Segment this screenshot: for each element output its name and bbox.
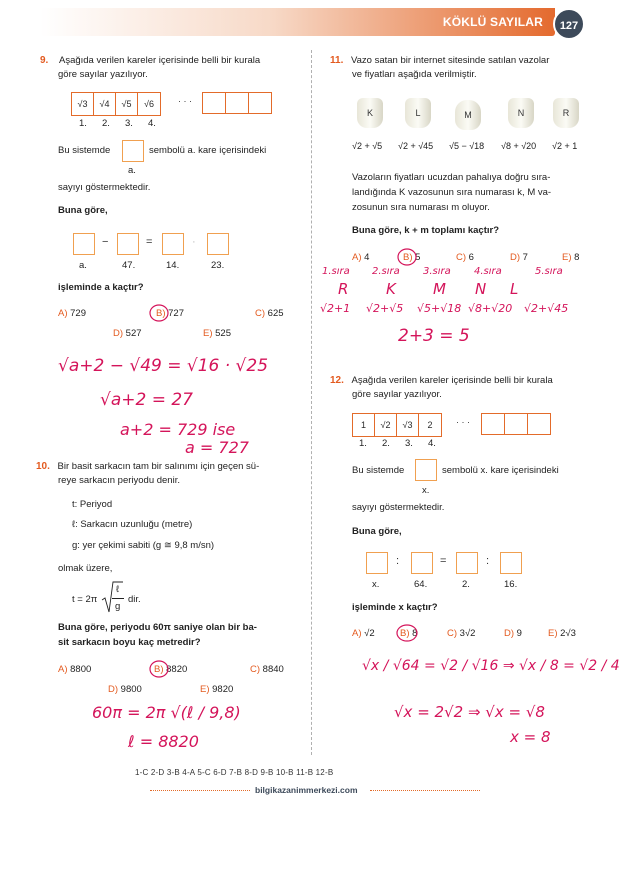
q11-work-order-5: 5.sıra [535,266,563,277]
q9-op-minus: − [102,236,109,248]
option-value: 8 [574,252,580,263]
option-letter: D) [108,684,119,695]
option-value: 9 [516,628,522,639]
q11-option-e[interactable] [562,252,579,263]
q12-eq-box-x [366,552,388,574]
option-value: 4 [364,252,370,263]
q10-def-l: ℓ: Sarkacın uzunluğu (metre) [72,519,193,530]
q12-work-line3: x = 8 [510,728,551,746]
vase-n-image: N [508,98,534,128]
q11-work-letter-4: N [475,280,487,298]
q12-option-a[interactable] [352,628,375,639]
q12-intro-line1 [330,374,553,388]
q9-eq-box-23 [207,233,229,255]
q11-work-order-1: 1.sıra [322,266,350,277]
q9-intro-line2: göre sayılar yazılıyor. [58,69,148,80]
q12-index-4: 4. [428,438,436,449]
option-letter: E) [562,252,572,263]
vase-l-price: √2 + √45 [398,141,434,151]
option-letter: C) [255,308,266,319]
q12-work-line1: √x / √64 = √2 / √16 ⇒ √x / 8 = √2 / 4 [362,658,620,674]
q11-work-val-4: √8+√20 [468,302,513,315]
q10-option-c[interactable] [250,664,284,675]
q9-intro-line1 [40,54,260,68]
q9-option-e[interactable] [203,328,231,339]
q9-eq-label-23: 23. [211,260,225,271]
q12-eq-box-16 [500,552,522,574]
footer-rule-right [370,790,480,791]
q11-work-order-3: 3.sıra [423,266,451,277]
q10-question-line1: Buna göre, periyodu 60π saniye olan bir ba- [58,622,257,633]
q11-paragraph-line3: zosunun sıra numarası m oluyor. [352,202,490,213]
q11-paragraph-line2: landığında K vazosunun sıra numarası k, M va- [352,187,552,198]
option-value: 8 [412,628,418,639]
option-letter: A) [352,252,362,263]
q11-number: 11. [330,55,344,66]
option-value: 8840 [262,664,284,675]
q11-work-order-2: 2.sıra [372,266,400,277]
q9-work-line3: a+2 = 729 ise [120,420,236,439]
q9-index-4: 4. [148,118,156,129]
option-value: 2√3 [560,628,576,639]
page-number-badge: 127 [553,8,585,40]
option-value: 5 [415,252,421,263]
q12-system-text2: sembolü x. kare içerisindeki [442,465,559,476]
option-value: 525 [215,328,231,339]
q9-answer-circle-mark [148,302,170,324]
q12-index-3: 3. [405,438,413,449]
q9-option-c[interactable] [255,308,284,319]
option-value: √2 [364,628,375,639]
option-value: 3√2 [459,628,476,639]
vase-l-image: L [405,98,431,128]
q9-index-3: 3. [125,118,133,129]
q9-empty-cell [225,92,249,114]
option-value: 9820 [212,684,234,695]
q10-answer-circle-mark [148,658,170,680]
q9-empty-cell [248,92,272,114]
q12-symbol-label: x. [422,485,430,496]
q11-work-letter-1: R [338,280,349,298]
q11-intro-text1: Vazo satan bir internet sitesinde satılan vazolar [351,55,550,66]
q12-system-text1: Bu sistemde [352,465,405,476]
q12-sequence-boxes [352,413,442,437]
q12-cell-2: √2 [375,414,397,436]
option-value: 727 [168,308,184,319]
q12-eq-label-x: x. [372,579,380,590]
q9-eq-label-14: 14. [166,260,180,271]
q9-cell-1: √3 [72,93,94,115]
q12-cell-1: 1 [353,414,375,436]
q12-option-c[interactable] [447,628,475,639]
option-value: 6 [468,252,474,263]
q12-cell-3: √3 [397,414,419,436]
q12-intro-text1: Aşağıda verilen kareler içerisinde belli bir kurala [351,375,553,386]
option-letter: A) [58,308,68,319]
q11-work-sum: 2+3 = 5 [398,326,470,346]
q11-question: Buna göre, k + m toplamı kaçtır? [352,225,500,236]
option-letter: C) [456,252,467,263]
q9-work-line2: √a+2 = 27 [100,390,193,410]
q12-op-div2: : [486,555,490,567]
q9-op-equals: = [146,236,153,248]
q12-question: işleminde x kaçtır? [352,602,438,613]
option-letter: B) [400,628,410,639]
q11-work-letter-5: L [510,280,519,298]
q10-formula-prefix: t = 2π [72,594,98,605]
q12-empty-cell [527,413,551,435]
q10-option-d[interactable] [108,684,142,695]
q9-sequence-boxes [71,92,161,116]
q10-option-a[interactable] [58,664,91,675]
page-header [40,8,585,38]
vase-r-image: R [553,98,579,128]
option-value: 729 [70,308,86,319]
q9-system-text1: Bu sistemde [58,145,111,156]
q11-option-d[interactable] [510,252,528,263]
q12-index-2: 2. [382,438,390,449]
q11-paragraph-line1: Vazoların fiyatları ucuzdan pahalıya doğru sıra- [352,172,551,183]
option-letter: B) [156,308,166,319]
q12-eq-box-64 [411,552,433,574]
option-value: 527 [125,328,142,339]
q9-eq-label-47: 47. [122,260,136,271]
option-letter: B) [403,252,413,263]
q9-symbol-box [122,140,144,162]
q9-symbol-label: a. [128,165,136,176]
q9-buna-gore: Buna göre, [58,205,108,216]
vase-m-price: √5 − √18 [449,141,485,151]
q11-work-val-1: √2+1 [320,302,351,315]
q12-eq-label-16: 16. [504,579,518,590]
q11-intro-line1 [330,54,549,68]
q9-number: 9. [40,55,49,66]
q12-op-equals: = [440,555,447,567]
q9-eq-box-14 [162,233,184,255]
q9-cell-2: √4 [94,93,116,115]
q11-work-val-5: √2+√45 [524,302,569,315]
q11-intro-line2: ve fiyatları aşağıda verilmiştir. [352,69,477,80]
q11-answer-circle-mark [396,246,421,268]
answer-key: 1-C 2-D 3-B 4-A 5-C 6-D 7-B 8-D 9-B 10-B 11-B 12-B [135,768,334,777]
q10-formula-numerator: ℓ [116,584,120,595]
q12-empty-boxes [482,413,551,435]
option-letter: E) [203,328,213,339]
footer-site-link[interactable]: bilgikazanimmerkezi.com [255,785,358,795]
header-title: KÖKLÜ SAYILAR [442,15,543,29]
option-letter: D) [504,628,515,639]
option-letter: C) [250,664,261,675]
q9-system-text2: sembolü a. kare içerisindeki [149,145,267,156]
q10-intro-text1: Bir basit sarkacın tam bir salınımı için geçen sü- [57,461,260,472]
q12-empty-cell [481,413,505,435]
q10-question-line2: sit sarkacın boyu kaç metredir? [58,637,201,648]
q12-index-1: 1. [359,438,367,449]
q9-cell-3: √5 [116,93,138,115]
q12-eq-label-2: 2. [462,579,470,590]
q9-option-a[interactable] [58,308,86,319]
vase-n-price: √8 + √20 [501,141,537,151]
option-letter: E) [200,684,210,695]
q9-work-line1: √a+2 − √49 = √16 · √25 [58,356,269,376]
q12-eq-label-64: 64. [414,579,428,590]
q9-eq-label-a: a. [79,260,87,271]
q10-work-line2: ℓ = 8820 [128,732,199,751]
q9-op-times: · [192,236,196,248]
q12-eq-box-2 [456,552,478,574]
option-letter: A) [352,628,362,639]
q11-work-order-4: 4.sıra [474,266,502,277]
vase-k-price: √2 + √5 [352,141,383,151]
option-letter: B) [154,664,164,675]
q11-option-a[interactable] [352,252,369,263]
q9-cell-4: √6 [144,99,154,109]
option-letter: D) [510,252,521,263]
q12-answer-circle-mark [395,622,419,644]
option-value: 8800 [70,664,92,675]
q12-option-e[interactable] [548,628,576,639]
q12-system-text3: sayıyı göstermektedir. [352,502,445,513]
q9-eq-box-47 [117,233,139,255]
q12-buna-gore: Buna göre, [352,526,402,537]
q9-system-text3: sayıyı göstermektedir. [58,182,151,193]
q10-intro-line1 [36,460,259,474]
q10-intro-line2: reye sarkacın periyodu denir. [58,475,180,486]
vase-r-price: √2 + 1 [552,141,578,151]
option-letter: D) [113,328,124,339]
q9-empty-boxes [203,92,272,114]
option-value: 625 [267,308,284,319]
q11-work-val-3: √5+√18 [417,302,462,315]
option-value: 9800 [120,684,142,695]
option-letter: A) [58,664,68,675]
q9-option-d[interactable] [113,328,142,339]
q9-eq-box-a [73,233,95,255]
q12-work-line2: √x = 2√2 ⇒ √x = √8 [394,703,545,721]
column-divider [311,50,312,755]
q10-formula-denominator: g [115,601,121,612]
q12-empty-cell [504,413,528,435]
option-letter: E) [548,628,558,639]
q12-ellipsis: · · · [456,417,470,427]
q12-op-div1: : [396,555,400,567]
q10-def-t: t: Periyod [72,499,113,510]
q9-index-2: 2. [102,118,110,129]
q12-intro-line2: göre sayılar yazılıyor. [352,389,442,400]
footer-rule-left [150,790,250,791]
q12-number: 12. [330,375,344,386]
q9-index-1: 1. [79,118,87,129]
option-value: 7 [522,252,528,263]
q10-option-e[interactable] [200,684,233,695]
q12-option-d[interactable] [504,628,522,639]
q10-work-line1: 60π = 2π √(ℓ / 9,8) [92,703,241,722]
q10-number: 10. [36,461,50,472]
q12-cell-4: 2 [427,420,433,430]
q9-question: işleminde a kaçtır? [58,282,144,293]
q10-olmak: olmak üzere, [58,563,113,574]
q9-work-line4: a = 727 [185,438,249,457]
q10-def-g: g: yer çekimi sabiti (g ≅ 9,8 m/sn) [72,540,215,551]
q10-formula-tail: dir. [128,594,141,605]
q10-fraction-bar [112,598,124,599]
q11-work-letter-2: K [386,280,396,298]
q12-symbol-box [415,459,437,481]
option-value: 8820 [166,664,188,675]
q11-option-c[interactable] [456,252,474,263]
vase-m-image: M [455,100,481,130]
q11-work-val-2: √2+√5 [366,302,404,315]
q9-empty-cell [202,92,226,114]
q9-intro-text1: Aşağıda verilen kareler içerisinde belli bir kurala [58,55,261,66]
q11-work-letter-3: M [433,280,446,298]
option-letter: C) [447,628,458,639]
vase-k-image: K [357,98,383,128]
q9-ellipsis: · · · [178,96,192,106]
